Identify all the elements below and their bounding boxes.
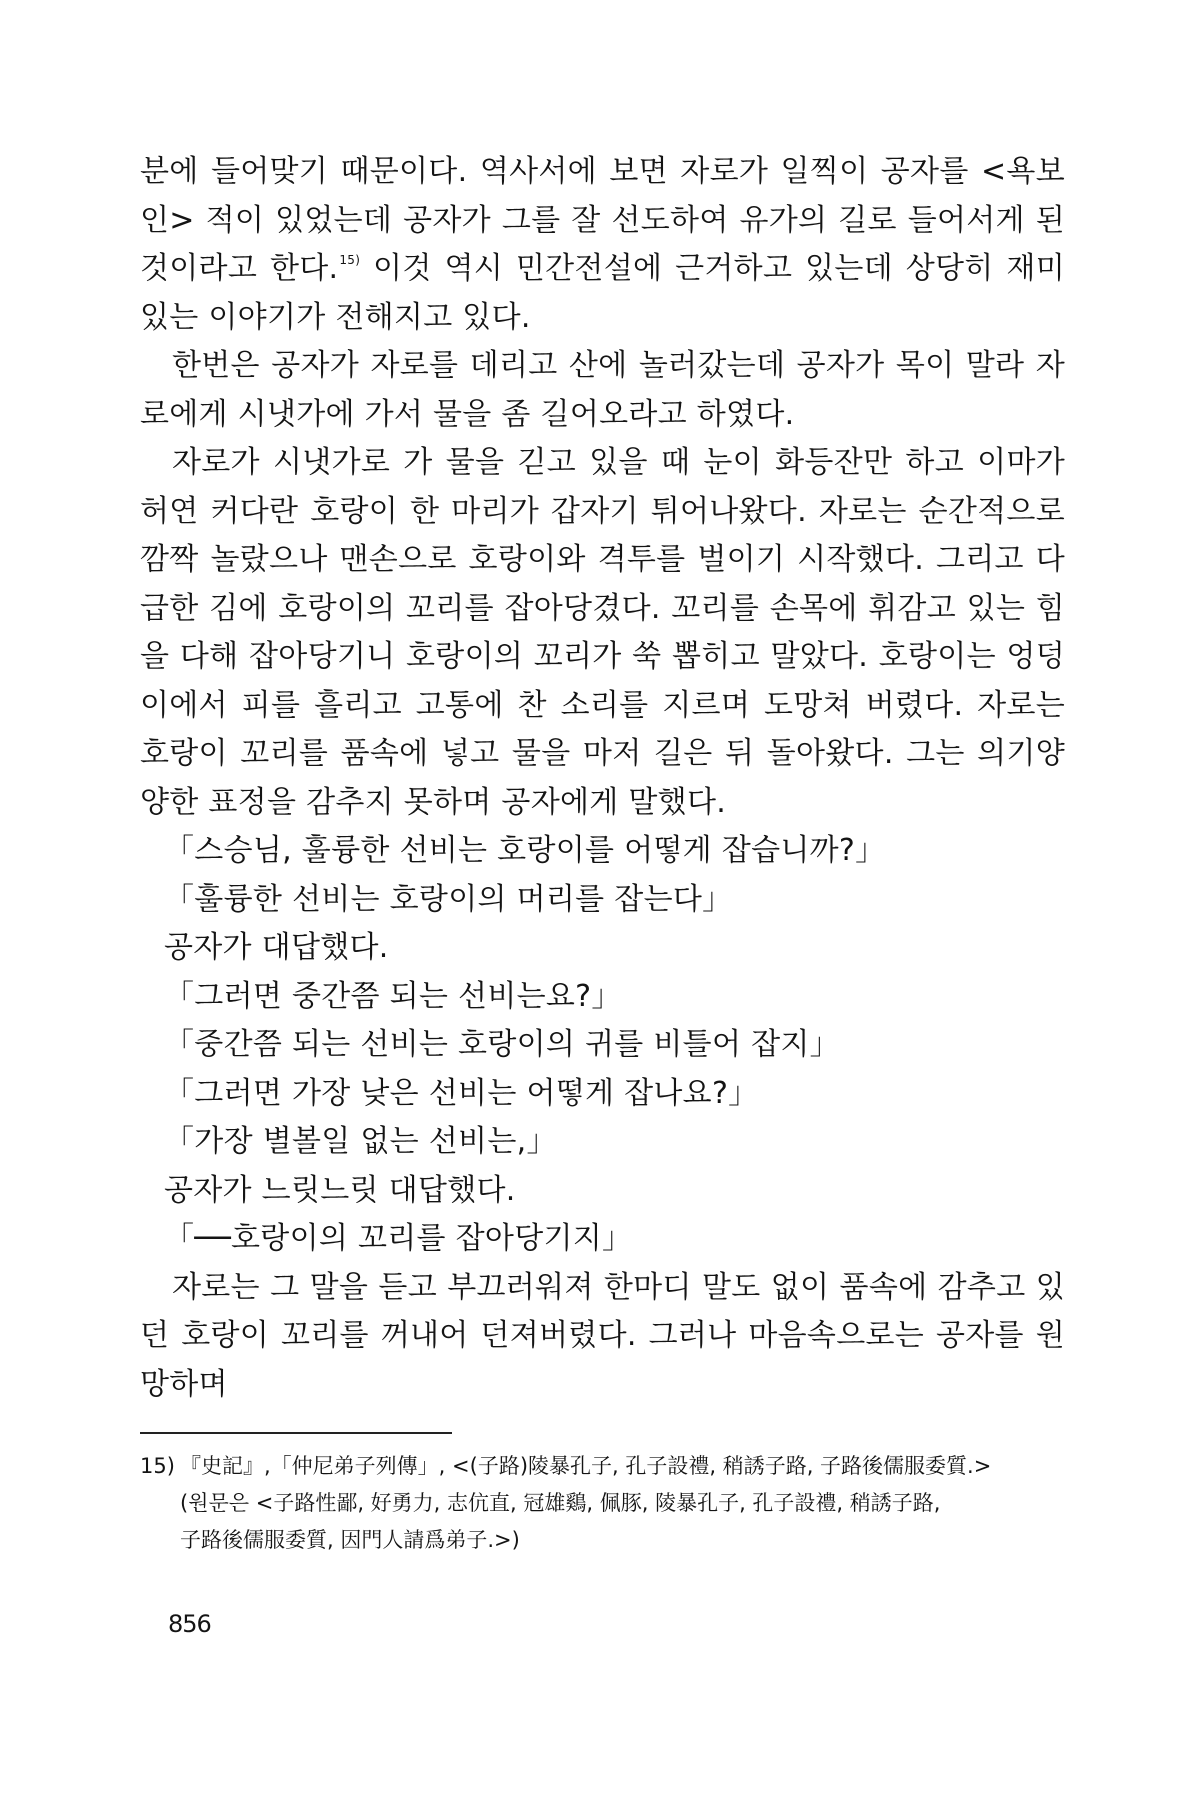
footnote <box>140 1448 1070 1559</box>
footnote-text: 『史記』,「仲尼弟子列傳」, <(子路)陵暴孔子, 孔子設禮, 稍誘子路, 子路後儒服委質.> <box>180 1454 992 1478</box>
narration-line: 공자가 느릿느릿 대답했다. <box>164 1172 516 1208</box>
dialogue-line: 「중간쯤 되는 선비는 호랑이의 귀를 비틀어 잡지」 <box>164 1027 840 1062</box>
paragraph <box>140 148 1065 342</box>
dialogue-line: 「그러면 중간쯤 되는 선비는요?」 <box>164 978 622 1014</box>
dialogue-line: 「훌륭한 선비는 호랑이의 머리를 잡는다」 <box>164 881 733 917</box>
body-text <box>140 148 1065 1409</box>
dialogue-line: 「스승님, 훌륭한 선비는 호랑이를 어떻게 잡습니까?」 <box>164 833 886 868</box>
paragraph: 한번은 공자가 자로를 데리고 산에 놀러갔는데 공자가 목이 말라 자로에게 시냇가에 가서 물을 좀 길어오라고 하였다. <box>140 348 1065 432</box>
dialogue-line: 「──호랑이의 꼬리를 잡아당기지」 <box>164 1221 633 1256</box>
paragraph-text: 분에 들어맞기 때문이다. 역사서에 보면 자로가 일찍이 공자를 <욕보인> 적이 있었는데 공자가 그를 잘 선도하여 유가의 길로 들어서게 된 것이라고 한다. <box>140 154 1065 286</box>
paragraph: 자로가 시냇가로 가 물을 긷고 있을 때 눈이 화등잔만 하고 이마가 허연 커다란 호랑이 한 마리가 갑자기 튀어나왔다. 자로는 순간적으로 깜짝 놀랐으나 맨손으로 호랑이와 격투를 벌이기 시작했다. 그리고 다급한 김에 호랑이의 꼬리를 잡아당겼다. 꼬리를 손목에 휘감고 있는 힘을 다해 잡아당기니 호랑이의 꼬리가 쑥 뽑히고 말았다. 호랑이는 엉덩이에서 피를 흘리고 고통에 찬 소리를 지르며 도망쳐 버렸다. 자로는 호랑이 꼬리를 품속에 넣고 물을 마저 길은 뒤 돌아왔다. 그는 의기양양한 표정을 감추지 못하며 공자에게 말했다. <box>140 445 1065 820</box>
footnote-line: (원문은 <子路性鄙, 好勇力, 志伉直, 冠雄鷄, 佩豚, 陵暴孔子, 孔子設禮, 稍誘子路, <box>180 1491 941 1515</box>
paragraph: 자로는 그 말을 듣고 부끄러워져 한마디 말도 없이 품속에 감추고 있던 호랑이 꼬리를 꺼내어 던져버렸다. 그러나 마음속으로는 공자를 원망하며 <box>140 1269 1065 1402</box>
dialogue-line: 「가장 별볼일 없는 선비는,」 <box>164 1124 557 1159</box>
paragraph-text: 이것 역시 민간전설에 근거하고 있는데 상당히 재미있는 이야기가 전해지고 있다. <box>140 251 1065 335</box>
dialogue-line: 「그러면 가장 낮은 선비는 어떻게 잡나요?」 <box>164 1075 759 1111</box>
footnote-line: 子路後儒服委質, 因門人請爲弟子.>) <box>180 1528 520 1552</box>
footnote-line <box>140 1448 1070 1485</box>
footnote-number: 15) <box>140 1454 175 1478</box>
page-number: 856 <box>168 1610 211 1638</box>
footnote-reference: 15) <box>339 253 361 267</box>
narration-line: 공자가 대답했다. <box>164 930 389 965</box>
footnote-divider <box>140 1432 452 1434</box>
